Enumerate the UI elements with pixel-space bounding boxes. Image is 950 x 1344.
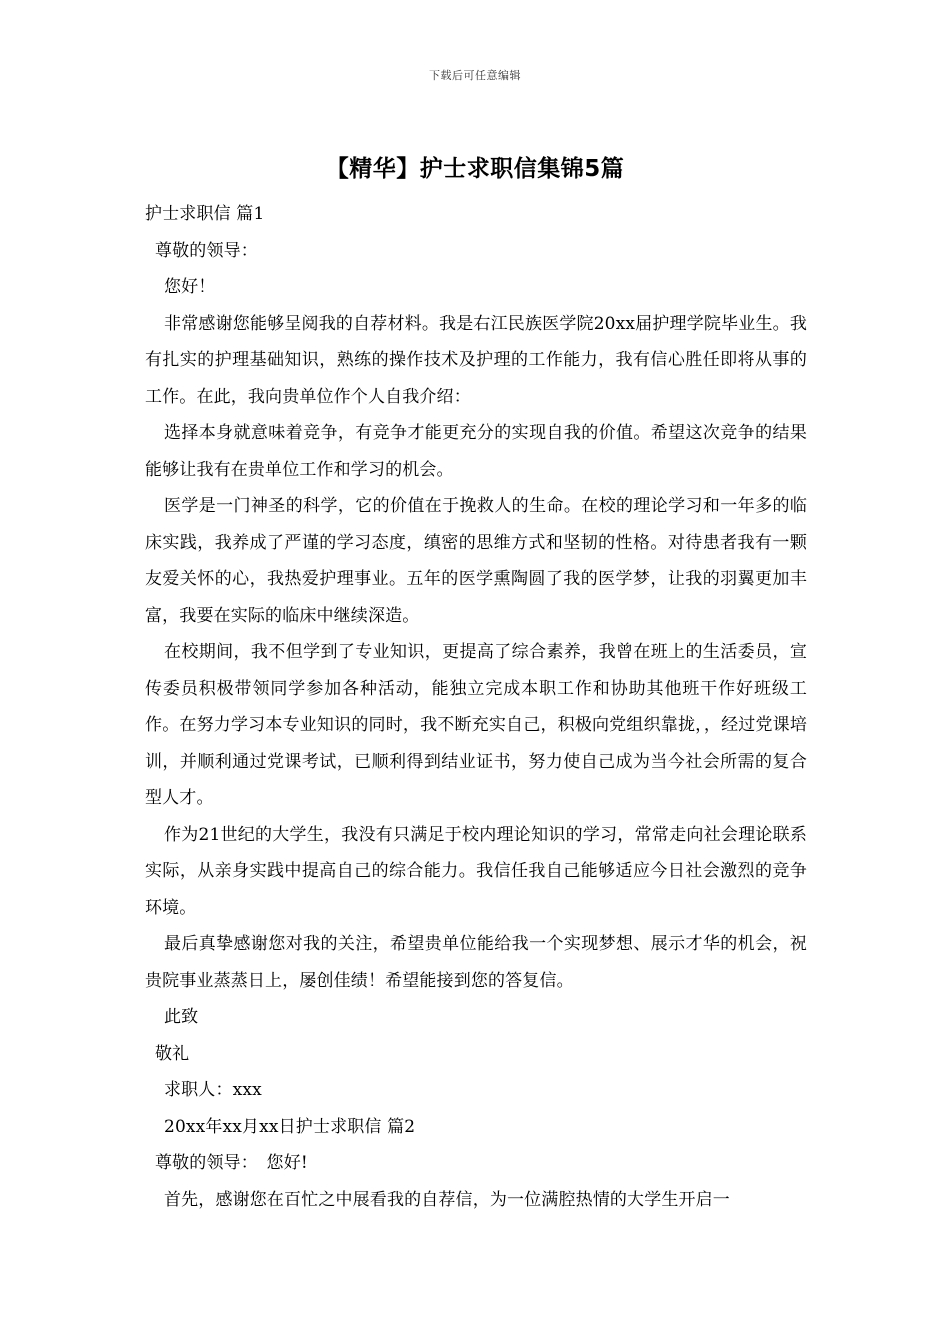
letter-heading: 护士求职信 篇1 [145,204,265,224]
document-title: 【精华】护士求职信集锦5篇 [325,156,625,182]
closing-ci-zhi: 此致 [164,1007,199,1027]
page-header-note: 下载后可任意编辑 [429,69,521,82]
greeting: 您好！ [164,277,216,297]
body-paragraph: 医学是一门神圣的科学，它的价值在于挽救人的生命。在校的理论学习和一年多的临床实践，我养成了严谨的学习态度，缜密的思维方式和坚韧的性格。对待患者我有一颗友爱关怀的心，我热爱护理事业。五年的医学熏陶圆了我的医学梦，让我的羽翼更加丰富，我要在实际的临床中继续深造。 [145,496,807,626]
body-paragraph: 在校期间，我不但学到了专业知识，更提高了综合素养，我曾在班上的生活委员，宣传委员积极带领同学参加各种活动，能独立完成本职工作和协助其他班干作好班级工作。在努力学习本专业知识的同时，我不断充实自己，积极向党组织靠拢，，经过党课培训，并顺利通过党课考试，已顺利得到结业证书，努力使自己成为当今社会所需的复合型人才。 [145,642,807,808]
body-paragraph: 作为21世纪的大学生，我没有只满足于校内理论知识的学习，常常走向社会理论联系实际，从亲身实践中提高自己的综合能力。我信任我自己能够适应今日社会激烈的竞争环境。 [145,824,807,918]
body-paragraph-letter2: 首先，感谢您在百忙之中展看我的自荐信，为一位满腔热情的大学生开启一 [164,1189,730,1210]
body-paragraph: 非常感谢您能够呈阅我的自荐材料。我是右江民族医学院20xx届护理学院毕业生。我有扎实的护理基础知识，熟练的操作技术及护理的工作能力，我有信心胜任即将从事的工作。在此，我向贵单位作个人自我介绍： [145,313,807,407]
body-paragraph: 选择本身就意味着竞争，有竞争才能更充分的实现自我的价值。希望这次竞争的结果能够让我有在贵单位工作和学习的机会。 [145,423,807,480]
salutation-letter2: 尊敬的领导： 您好! [155,1153,308,1173]
salutation: 尊敬的领导： [155,240,258,261]
date-and-next-heading: 20xx年xx月xx日护士求职信 篇2 [164,1116,416,1137]
body-paragraph: 最后真挚感谢您对我的关注，希望贵单位能给我一个实现梦想、展示才华的机会，祝贵院事业蒸蒸日上，屡创佳绩！希望能接到您的答复信。 [145,934,807,991]
document-body [145,196,807,1218]
signature: 求职人：xxx [164,1080,262,1100]
closing-jing-li: 敬礼 [155,1043,190,1064]
